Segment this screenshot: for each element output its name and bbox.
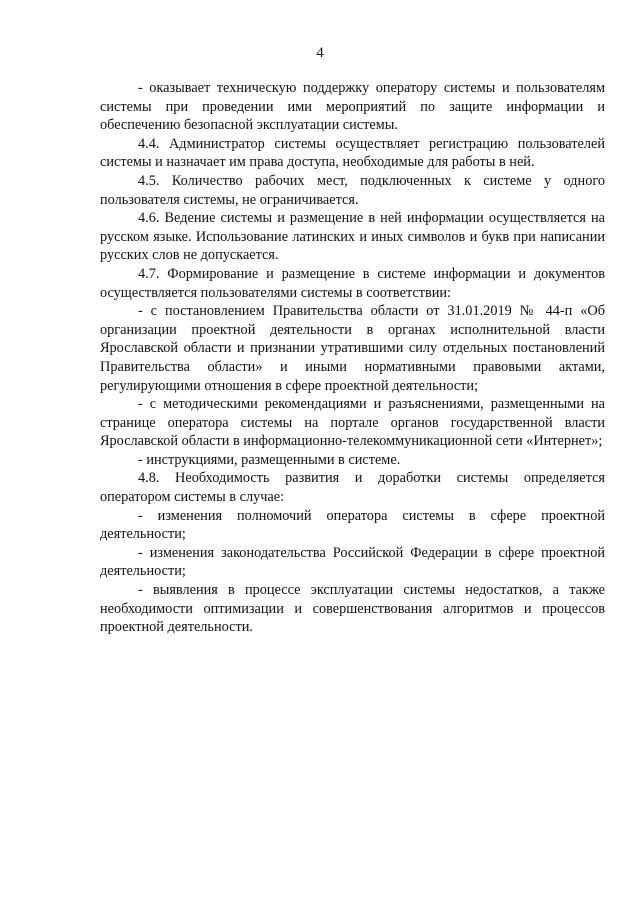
paragraph-4-8: 4.8. Необходимость развития и доработки системы определяется оператором системы в случае:	[100, 470, 605, 506]
document-body	[100, 79, 605, 637]
paragraph-4-7: 4.7. Формирование и размещение в системе информации и документов осуществляется пользователями системы в соответствии:	[100, 265, 605, 301]
paragraph-4-5: 4.5. Количество рабочих мест, подключенных к системе у одного пользователя системы, не ограничивается.	[100, 172, 605, 208]
paragraph-4-6: 4.6. Ведение системы и размещение в ней информации осуществляется на русском языке. Использование латинских и иных символов и букв при написании русских слов не допускается.	[100, 210, 605, 264]
list-item-deficiencies: - выявления в процессе эксплуатации системы недостатков, а также необходимости оптимизации и совершенствования алгоритмов и процессов проектной деятельности.	[100, 582, 605, 636]
list-item-instructions: - инструкциями, размещенными в системе.	[138, 451, 401, 468]
list-item-recommendations: - с методическими рекомендациями и разъяснениями, размещенными на странице оператора системы на портале органов государственной власти Ярославской области в информационно-телекоммуникационной сети «Интернет»;	[100, 396, 605, 450]
list-item-legislation: - изменения законодательства Российской Федерации в сфере проектной деятельности;	[100, 544, 605, 580]
list-item-operator-powers: - изменения полномочий оператора системы в сфере проектной деятельности;	[100, 507, 605, 543]
list-item-resolution: - с постановлением Правительства области от 31.01.2019 № 44-п «Об организации проектной деятельности в органах исполнительной власти Ярославской области и признании утратившими силу отдельных постановлений Правительства области» и иными нормативными правовыми актами, регулирующими отношения в сфере проектной деятельности;	[100, 303, 605, 394]
page-number: 4	[316, 45, 324, 61]
paragraph-technical-support: - оказывает техническую поддержку оператору системы и пользователям системы при проведении ими мероприятий по защите информации и обеспечению безопасной эксплуатации системы.	[100, 80, 605, 134]
paragraph-4-4: 4.4. Администратор системы осуществляет регистрацию пользователей системы и назначает им права доступа, необходимые для работы в ней.	[100, 135, 605, 171]
